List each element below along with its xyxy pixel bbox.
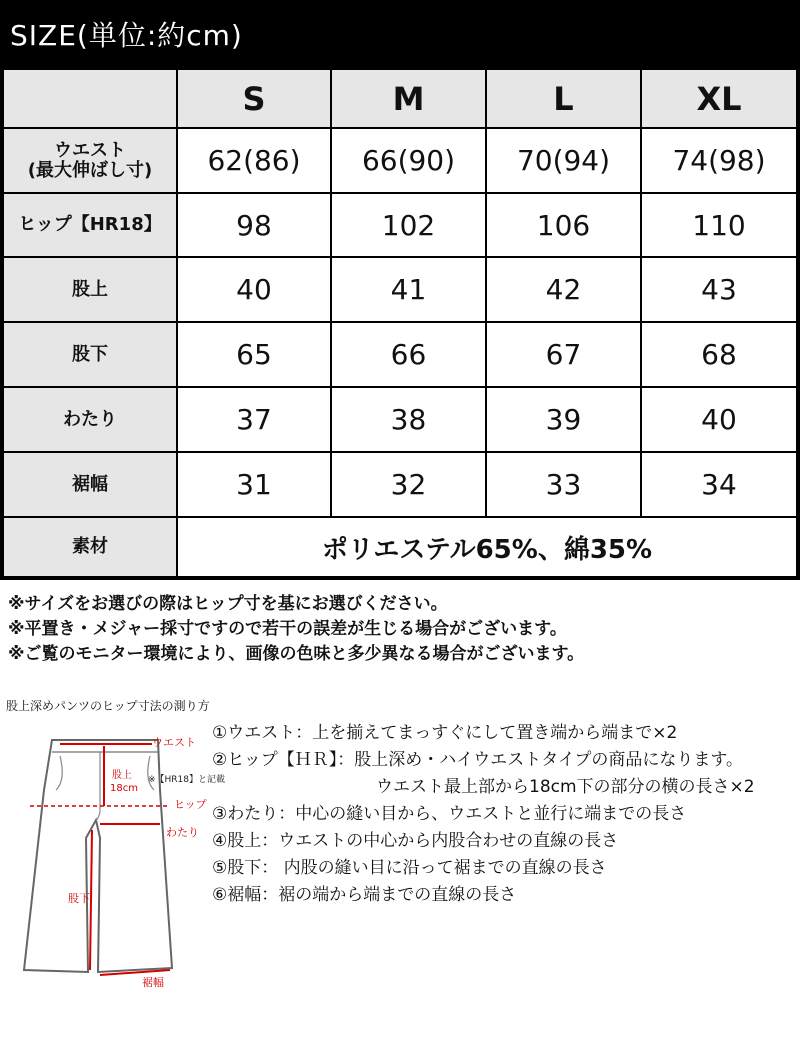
hip-m: 102: [332, 194, 485, 256]
col-header-xl: XL: [642, 70, 796, 127]
diagram-label-rise-sub: 18cm: [110, 783, 138, 794]
size-header: [0, 0, 800, 66]
pants-diagram: [0, 720, 226, 1000]
note-line: ※平置き・メジャー採寸ですので若干の誤差が生じる場合がございます。: [8, 619, 567, 639]
measure-item: ③わたり：中心の縫い目から、ウエストと並行に端までの長さ: [212, 804, 687, 824]
diagram-label-thigh: わたり: [166, 826, 199, 839]
measure-subtitle: 股上深めパンツのヒップ寸法の測り方: [6, 699, 210, 713]
rise-l: 42: [487, 258, 640, 321]
row-label-material: 素材: [4, 518, 176, 576]
grid-line: [0, 451, 800, 453]
measure-item: ⑥裾幅：裾の端から端までの直線の長さ: [212, 885, 517, 905]
grid-line: [0, 127, 800, 129]
size-title: SIZE(単位:約cm): [10, 19, 243, 52]
hem-s: 31: [178, 453, 330, 516]
fly-line: [96, 752, 100, 820]
hip-s: 98: [178, 194, 330, 256]
row-label-waist-line2: (最大伸ばし寸): [27, 159, 153, 181]
waist-s: 62(86): [178, 129, 330, 192]
pocket-left: [56, 756, 62, 790]
rise-m: 41: [332, 258, 485, 321]
table-corner: [4, 70, 176, 127]
col-header-m: M: [332, 70, 485, 127]
diagram-label-hr-note: ※【HR18】と記載: [148, 775, 226, 785]
row-label-waist-line1: ウエスト: [54, 139, 126, 161]
waist-m: 66(90): [332, 129, 485, 192]
inseam-measure-line: [90, 830, 92, 970]
diagram-label-hem: 裾幅: [142, 976, 164, 989]
col-header-s: S: [178, 70, 330, 127]
waist-xl: 74(98): [642, 129, 796, 192]
diagram-label-rise: 股上: [112, 770, 132, 781]
measure-item: ①ウエスト：上を揃えてまっすぐにして置き端から端まで×2: [212, 723, 678, 743]
grid-line: [0, 66, 800, 70]
size-notes: [8, 592, 584, 667]
grid-line: [0, 321, 800, 323]
grid-line: [0, 66, 4, 580]
diagram-label-hip: ヒップ: [174, 798, 207, 811]
hip-xl: 110: [642, 194, 796, 256]
row-label-hem: 裾幅: [4, 453, 176, 516]
rise-s: 40: [178, 258, 330, 321]
measure-item: ④股上：ウエストの中心から内股合わせの直線の長さ: [212, 831, 619, 851]
thigh-s: 37: [178, 388, 330, 451]
grid-line: [0, 576, 800, 580]
row-label-rise: 股上: [4, 258, 176, 321]
col-header-l: L: [487, 70, 640, 127]
diagram-label-waist: ウエスト: [152, 736, 196, 749]
hem-xl: 34: [642, 453, 796, 516]
row-label-waist: [4, 129, 176, 192]
grid-line: [640, 66, 642, 518]
grid-line: [330, 66, 332, 518]
inseam-s: 65: [178, 323, 330, 386]
row-label-inseam: 股下: [4, 323, 176, 386]
measure-item: ⑤股下： 内股の縫い目に沿って裾までの直線の長さ: [212, 858, 607, 878]
hem-m: 32: [332, 453, 485, 516]
inseam-l: 67: [487, 323, 640, 386]
measure-item: ウエスト最上部から18cm下の部分の横の長さ×2: [376, 777, 755, 797]
hip-l: 106: [487, 194, 640, 256]
measure-instructions: [212, 720, 755, 909]
hem-l: 33: [487, 453, 640, 516]
thigh-m: 38: [332, 388, 485, 451]
grid-line: [176, 66, 178, 580]
row-label-thigh: わたり: [4, 388, 176, 451]
grid-line: [0, 516, 800, 518]
waist-l: 70(94): [487, 129, 640, 192]
grid-line: [0, 256, 800, 258]
grid-line: [796, 66, 800, 580]
note-line: ※ご覧のモニター環境により、画像の色味と多少異なる場合がございます。: [8, 644, 585, 664]
note-line: ※サイズをお選びの際はヒップ寸を基にお選びください。: [8, 594, 448, 614]
material-value: ポリエステル65%、綿35%: [178, 518, 796, 576]
measure-item: ②ヒップ【ＨＲ】：股上深め・ハイウエストタイプの商品になります。: [212, 750, 744, 770]
row-label-hip: ヒップ【HR18】: [4, 194, 176, 256]
grid-line: [0, 192, 800, 194]
thigh-l: 39: [487, 388, 640, 451]
grid-line: [485, 66, 487, 518]
thigh-xl: 40: [642, 388, 796, 451]
diagram-label-inseam: 股下: [68, 892, 90, 905]
size-table: [0, 66, 800, 580]
inseam-xl: 68: [642, 323, 796, 386]
grid-line: [0, 386, 800, 388]
rise-xl: 43: [642, 258, 796, 321]
inseam-m: 66: [332, 323, 485, 386]
